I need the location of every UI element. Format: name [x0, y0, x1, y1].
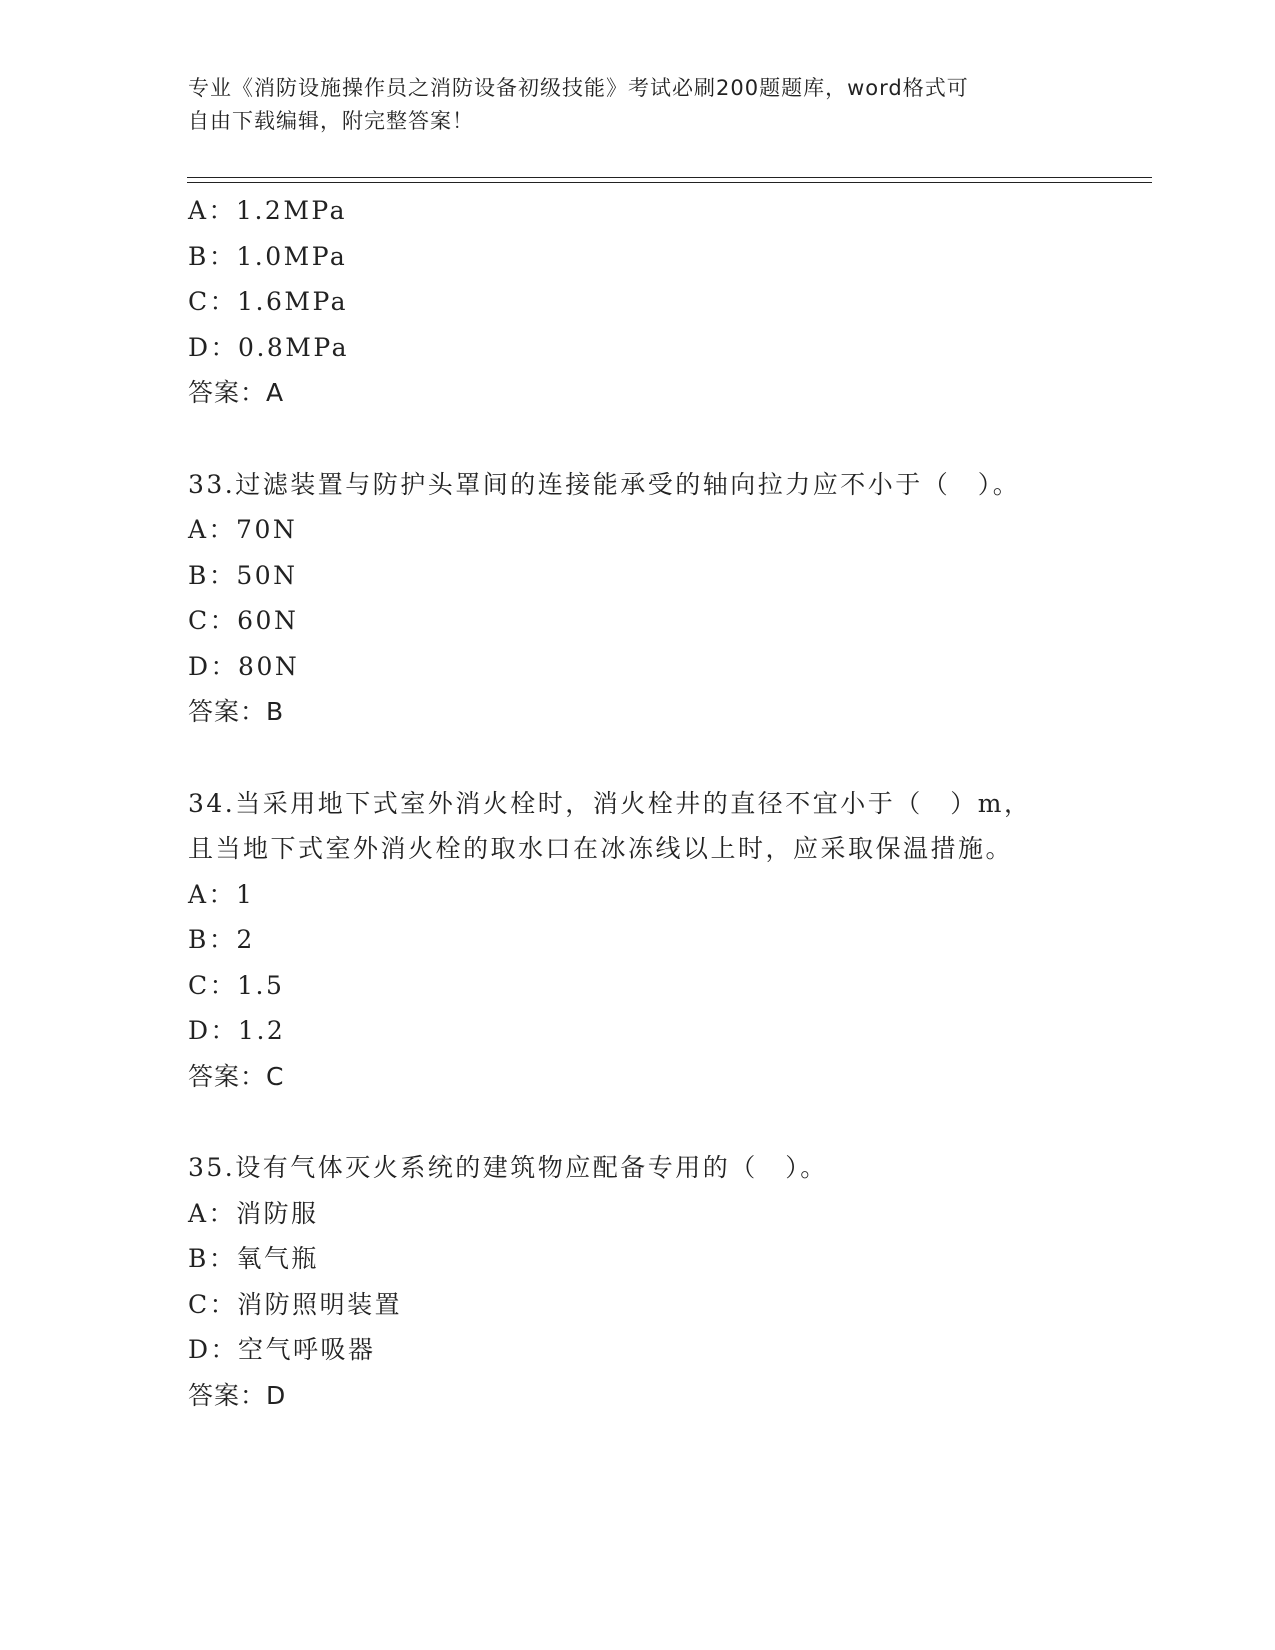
option-d: D：80N: [188, 651, 300, 681]
option-a: A：1.2MPa: [188, 196, 348, 225]
header-divider-top: [187, 177, 1152, 178]
question-35: [188, 1145, 1148, 1418]
answer: 答案：D: [188, 1380, 287, 1410]
answer: 答案：C: [188, 1061, 285, 1091]
answer: 答案：B: [188, 697, 285, 726]
header-divider-bottom: [187, 182, 1152, 183]
question-list: [188, 188, 1148, 1418]
option-d: D：空气呼吸器: [188, 1335, 376, 1364]
option-c: C：消防照明装置: [188, 1289, 403, 1319]
answer: 答案：A: [188, 378, 285, 407]
header-title-line-2: 自由下载编辑，附完整答案！: [188, 109, 474, 133]
option-a: A：1: [188, 879, 255, 909]
question-stem-line-2: 且当地下式室外消火栓的取水口在冰冻线以上时，应采取保温措施。: [188, 834, 1014, 863]
document-header: [188, 72, 1068, 138]
option-c: C：1.6MPa: [188, 287, 349, 316]
option-b: B：氧气瓶: [188, 1244, 319, 1273]
option-a: A：消防服: [188, 1198, 319, 1228]
question-stem: 33.过滤装置与防护头罩间的连接能承受的轴向拉力应不小于（ ）。: [188, 469, 1021, 499]
option-c: C：60N: [188, 606, 299, 635]
question-34: [188, 781, 1148, 1100]
option-b: B：1.0MPa: [188, 241, 348, 271]
option-b: B：2: [188, 925, 255, 954]
question-32: [188, 188, 1148, 416]
option-c: C：1.5: [188, 970, 285, 1000]
option-a: A：70N: [188, 515, 298, 544]
question-33: [188, 462, 1148, 735]
question-stem: 35.设有气体灭火系统的建筑物应配备专用的（ ）。: [188, 1153, 828, 1182]
header-title-line-1: 专业《消防设施操作员之消防设备初级技能》考试必刷200题题库，word格式可: [188, 76, 969, 100]
option-d: D：1.2: [188, 1016, 286, 1045]
option-b: B：50N: [188, 560, 298, 590]
option-d: D：0.8MPa: [188, 332, 350, 362]
question-stem-line-1: 34.当采用地下式室外消火栓时，消火栓井的直径不宜小于（ ）m，: [188, 788, 1032, 818]
